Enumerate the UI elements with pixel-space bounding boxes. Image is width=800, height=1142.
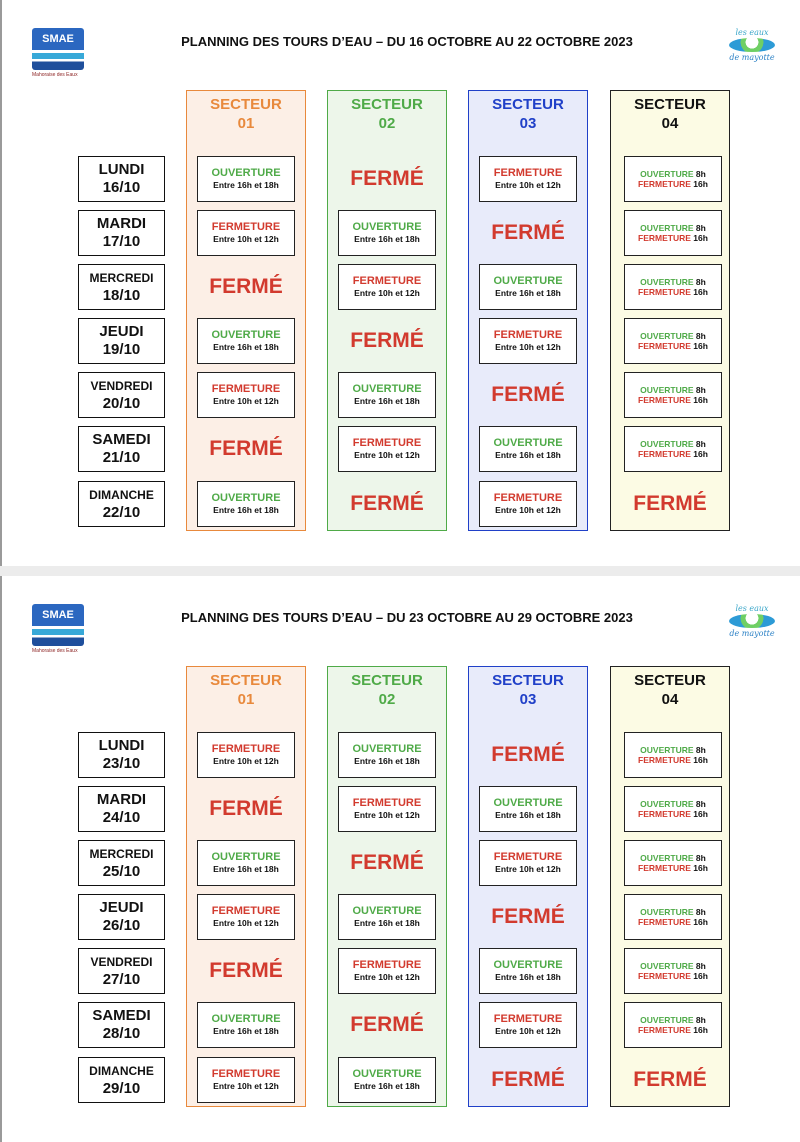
status-time-range: Entre 10h et 12h — [495, 505, 561, 515]
closing-label: FERMETURE — [638, 179, 691, 189]
status-closing — [338, 786, 436, 832]
status-opening — [338, 210, 436, 256]
status-closing — [197, 894, 295, 940]
status-kind: OUVERTURE — [211, 329, 281, 341]
opening-time — [625, 277, 721, 287]
status-closed: FERMÉ — [209, 959, 283, 982]
day-date: 28/10 — [102, 1025, 141, 1042]
status-kind: OUVERTURE — [211, 492, 281, 504]
closing-hour: 16h — [693, 1025, 708, 1035]
sector-label: SECTEUR — [492, 96, 564, 113]
status-time-range: Entre 10h et 12h — [495, 864, 561, 874]
status-kind: FERMETURE — [211, 383, 281, 395]
day-date: 24/10 — [102, 809, 141, 826]
day-name: DIMANCHE — [89, 488, 154, 502]
status-closing — [338, 948, 436, 994]
status-kind: OUVERTURE — [352, 743, 422, 755]
status-closed: FERMÉ — [491, 905, 565, 928]
opening-time — [625, 907, 721, 917]
status-time-range: Entre 16h et 18h — [213, 864, 279, 874]
day-date: 20/10 — [102, 395, 141, 412]
opening-time — [625, 223, 721, 233]
status-opening — [197, 1002, 295, 1048]
status-closing — [479, 840, 577, 886]
opening-label: OUVERTURE — [640, 439, 694, 449]
status-closing — [197, 210, 295, 256]
day-date: 21/10 — [102, 449, 141, 466]
closing-time — [625, 341, 721, 351]
sector-number: 02 — [378, 115, 396, 132]
closing-time — [625, 863, 721, 873]
status-closed: FERMÉ — [633, 1068, 707, 1091]
status-opening — [197, 840, 295, 886]
status-time-range: Entre 10h et 12h — [213, 918, 279, 928]
day-name: LUNDI — [98, 737, 145, 754]
status-open-close-hours — [624, 732, 722, 778]
day-name: MARDI — [96, 791, 147, 808]
day-name: MERCREDI — [89, 847, 154, 861]
status-opening — [338, 372, 436, 418]
sector-label: SECTEUR — [210, 672, 282, 689]
opening-time — [625, 331, 721, 341]
closing-hour: 16h — [693, 287, 708, 297]
status-closing — [479, 318, 577, 364]
closing-hour: 16h — [693, 809, 708, 819]
closing-hour: 16h — [693, 395, 708, 405]
status-kind: FERMETURE — [352, 437, 422, 449]
status-time-range: Entre 16h et 18h — [495, 810, 561, 820]
day-name: VENDREDI — [90, 379, 153, 393]
status-closed: FERMÉ — [350, 492, 424, 515]
eaux-de-mayotte-logo — [724, 604, 780, 638]
status-kind: FERMETURE — [211, 743, 281, 755]
status-time-range: Entre 16h et 18h — [495, 288, 561, 298]
logo2-bottom-text: de mayotte — [729, 629, 775, 638]
opening-label: OUVERTURE — [640, 277, 694, 287]
status-kind: FERMETURE — [493, 1013, 563, 1025]
day-name: SAMEDI — [92, 1007, 151, 1024]
status-opening — [479, 786, 577, 832]
day-date: 27/10 — [102, 971, 141, 988]
day-label — [78, 894, 165, 940]
status-opening — [479, 264, 577, 310]
status-closed: FERMÉ — [350, 851, 424, 874]
status-opening — [197, 156, 295, 202]
day-date: 18/10 — [102, 287, 141, 304]
day-date: 17/10 — [102, 233, 141, 250]
status-kind: OUVERTURE — [493, 437, 563, 449]
status-closed: FERMÉ — [209, 797, 283, 820]
status-kind: FERMETURE — [211, 1068, 281, 1080]
closing-time — [625, 809, 721, 819]
status-kind: OUVERTURE — [211, 851, 281, 863]
status-kind: FERMETURE — [211, 221, 281, 233]
day-label — [78, 786, 165, 832]
smae-logo-mark: SMAE — [32, 604, 84, 646]
opening-hour: 8h — [695, 277, 706, 287]
opening-label: OUVERTURE — [640, 745, 694, 755]
status-closed: FERMÉ — [350, 167, 424, 190]
opening-label: OUVERTURE — [640, 853, 694, 863]
day-label — [78, 1057, 165, 1103]
day-label — [78, 372, 165, 418]
closing-time — [625, 971, 721, 981]
opening-time — [625, 439, 721, 449]
sector-number: 01 — [237, 115, 255, 132]
closing-label: FERMETURE — [638, 341, 691, 351]
day-label — [78, 1002, 165, 1048]
status-time-range: Entre 16h et 18h — [354, 396, 420, 406]
status-closing — [338, 264, 436, 310]
eaux-de-mayotte-logo — [724, 28, 780, 62]
opening-time — [625, 385, 721, 395]
closing-hour: 16h — [693, 863, 708, 873]
day-label — [78, 948, 165, 994]
status-kind: OUVERTURE — [493, 959, 563, 971]
status-time-range: Entre 16h et 18h — [495, 972, 561, 982]
status-time-range: Entre 16h et 18h — [354, 234, 420, 244]
logo2-top-text: les eaux — [735, 28, 769, 37]
status-time-range: Entre 16h et 18h — [354, 918, 420, 928]
status-kind: FERMETURE — [493, 492, 563, 504]
sector-label: SECTEUR — [351, 672, 423, 689]
page-title: PLANNING DES TOURS D’EAU – DU 16 OCTOBRE AU 22 OCTOBRE 2023 — [181, 34, 633, 49]
day-date: 29/10 — [102, 1080, 141, 1097]
opening-hour: 8h — [695, 853, 706, 863]
closing-hour: 16h — [693, 917, 708, 927]
day-name: SAMEDI — [92, 431, 151, 448]
status-kind: OUVERTURE — [493, 797, 563, 809]
sector-number: 04 — [661, 691, 679, 708]
status-kind: FERMETURE — [352, 959, 422, 971]
status-kind: FERMETURE — [352, 797, 422, 809]
status-closed: FERMÉ — [350, 329, 424, 352]
sector-number: 04 — [661, 115, 679, 132]
status-time-range: Entre 10h et 12h — [213, 1081, 279, 1091]
opening-time — [625, 961, 721, 971]
day-date: 19/10 — [102, 341, 141, 358]
status-open-close-hours — [624, 840, 722, 886]
status-kind: OUVERTURE — [352, 1068, 422, 1080]
opening-time — [625, 853, 721, 863]
closing-label: FERMETURE — [638, 863, 691, 873]
status-open-close-hours — [624, 264, 722, 310]
day-name: MERCREDI — [89, 271, 154, 285]
status-open-close-hours — [624, 948, 722, 994]
opening-hour: 8h — [695, 331, 706, 341]
status-time-range: Entre 16h et 18h — [213, 180, 279, 190]
status-open-close-hours — [624, 372, 722, 418]
status-closing — [479, 481, 577, 527]
status-open-close-hours — [624, 1002, 722, 1048]
closing-hour: 16h — [693, 971, 708, 981]
day-label — [78, 318, 165, 364]
closing-time — [625, 1025, 721, 1035]
sector-number: 02 — [378, 691, 396, 708]
status-time-range: Entre 10h et 12h — [213, 234, 279, 244]
smae-logo-mark: SMAE — [32, 28, 84, 70]
status-closed: FERMÉ — [350, 1013, 424, 1036]
status-kind: OUVERTURE — [352, 383, 422, 395]
wave-icon — [729, 614, 775, 628]
smae-logo-subtitle: Mahoraise des Eaux — [32, 648, 78, 654]
closing-time — [625, 449, 721, 459]
status-time-range: Entre 10h et 12h — [354, 972, 420, 982]
day-date: 22/10 — [102, 504, 141, 521]
day-name: VENDREDI — [90, 955, 153, 969]
logo2-bottom-text: de mayotte — [729, 53, 775, 62]
closing-hour: 16h — [693, 179, 708, 189]
sector-number: 03 — [519, 691, 537, 708]
opening-label: OUVERTURE — [640, 799, 694, 809]
closing-label: FERMETURE — [638, 1025, 691, 1035]
status-time-range: Entre 16h et 18h — [213, 342, 279, 352]
closing-label: FERMETURE — [638, 971, 691, 981]
day-label — [78, 264, 165, 310]
opening-time — [625, 169, 721, 179]
status-open-close-hours — [624, 210, 722, 256]
sector-number: 03 — [519, 115, 537, 132]
status-kind: OUVERTURE — [211, 167, 281, 179]
status-closed: FERMÉ — [209, 275, 283, 298]
status-time-range: Entre 10h et 12h — [354, 810, 420, 820]
status-time-range: Entre 10h et 12h — [213, 756, 279, 766]
day-name: LUNDI — [98, 161, 145, 178]
status-kind: FERMETURE — [493, 851, 563, 863]
opening-hour: 8h — [695, 223, 706, 233]
day-label — [78, 840, 165, 886]
opening-label: OUVERTURE — [640, 1015, 694, 1025]
opening-time — [625, 799, 721, 809]
opening-hour: 8h — [695, 385, 706, 395]
closing-hour: 16h — [693, 233, 708, 243]
opening-hour: 8h — [695, 169, 706, 179]
week-page-1 — [0, 0, 800, 566]
day-label — [78, 210, 165, 256]
opening-label: OUVERTURE — [640, 223, 694, 233]
closing-label: FERMETURE — [638, 917, 691, 927]
day-label — [78, 732, 165, 778]
status-time-range: Entre 16h et 18h — [354, 1081, 420, 1091]
status-closing — [479, 156, 577, 202]
status-opening — [479, 948, 577, 994]
sector-label: SECTEUR — [492, 672, 564, 689]
status-time-range: Entre 16h et 18h — [213, 1026, 279, 1036]
status-kind: FERMETURE — [352, 275, 422, 287]
opening-label: OUVERTURE — [640, 385, 694, 395]
status-time-range: Entre 16h et 18h — [213, 505, 279, 515]
status-closing — [338, 426, 436, 472]
status-kind: FERMETURE — [493, 329, 563, 341]
status-closing — [197, 1057, 295, 1103]
status-closed: FERMÉ — [491, 221, 565, 244]
status-open-close-hours — [624, 426, 722, 472]
closing-hour: 16h — [693, 341, 708, 351]
opening-hour: 8h — [695, 907, 706, 917]
status-open-close-hours — [624, 318, 722, 364]
status-time-range: Entre 10h et 12h — [495, 342, 561, 352]
day-name: DIMANCHE — [89, 1064, 154, 1078]
status-open-close-hours — [624, 786, 722, 832]
day-label — [78, 426, 165, 472]
sector-label: SECTEUR — [351, 96, 423, 113]
day-date: 16/10 — [102, 179, 141, 196]
day-date: 26/10 — [102, 917, 141, 934]
status-kind: OUVERTURE — [352, 221, 422, 233]
wave-icon — [729, 38, 775, 52]
week-page-2 — [0, 576, 800, 1142]
opening-label: OUVERTURE — [640, 169, 694, 179]
status-closed: FERMÉ — [491, 383, 565, 406]
status-kind: FERMETURE — [211, 905, 281, 917]
opening-hour: 8h — [695, 1015, 706, 1025]
closing-time — [625, 755, 721, 765]
status-open-close-hours — [624, 156, 722, 202]
sector-label: SECTEUR — [634, 96, 706, 113]
day-name: JEUDI — [99, 323, 144, 340]
status-time-range: Entre 10h et 12h — [213, 396, 279, 406]
status-closed: FERMÉ — [633, 492, 707, 515]
day-label — [78, 156, 165, 202]
opening-label: OUVERTURE — [640, 961, 694, 971]
status-closing — [479, 1002, 577, 1048]
status-opening — [338, 1057, 436, 1103]
closing-label: FERMETURE — [638, 449, 691, 459]
opening-time — [625, 1015, 721, 1025]
smae-logo — [32, 604, 88, 654]
closing-time — [625, 917, 721, 927]
status-closed: FERMÉ — [491, 743, 565, 766]
day-date: 25/10 — [102, 863, 141, 880]
status-closing — [197, 372, 295, 418]
status-time-range: Entre 10h et 12h — [495, 1026, 561, 1036]
closing-label: FERMETURE — [638, 755, 691, 765]
opening-time — [625, 745, 721, 755]
closing-label: FERMETURE — [638, 809, 691, 819]
logo2-top-text: les eaux — [735, 604, 769, 613]
status-time-range: Entre 10h et 12h — [354, 450, 420, 460]
status-open-close-hours — [624, 894, 722, 940]
day-date: 23/10 — [102, 755, 141, 772]
day-name: MARDI — [96, 215, 147, 232]
closing-time — [625, 287, 721, 297]
status-time-range: Entre 10h et 12h — [495, 180, 561, 190]
status-kind: OUVERTURE — [211, 1013, 281, 1025]
status-time-range: Entre 16h et 18h — [354, 756, 420, 766]
smae-logo — [32, 28, 88, 78]
closing-label: FERMETURE — [638, 395, 691, 405]
opening-hour: 8h — [695, 799, 706, 809]
closing-time — [625, 395, 721, 405]
closing-hour: 16h — [693, 449, 708, 459]
status-opening — [338, 732, 436, 778]
status-time-range: Entre 16h et 18h — [495, 450, 561, 460]
page-title: PLANNING DES TOURS D’EAU – DU 23 OCTOBRE AU 29 OCTOBRE 2023 — [181, 610, 633, 625]
status-opening — [197, 318, 295, 364]
status-closed: FERMÉ — [491, 1068, 565, 1091]
closing-time — [625, 233, 721, 243]
smae-logo-subtitle: Mahoraise des Eaux — [32, 72, 78, 78]
status-opening — [197, 481, 295, 527]
sector-number: 01 — [237, 691, 255, 708]
opening-hour: 8h — [695, 961, 706, 971]
status-closing — [197, 732, 295, 778]
opening-hour: 8h — [695, 439, 706, 449]
opening-label: OUVERTURE — [640, 907, 694, 917]
status-closed: FERMÉ — [209, 437, 283, 460]
closing-time — [625, 179, 721, 189]
sector-label: SECTEUR — [210, 96, 282, 113]
opening-label: OUVERTURE — [640, 331, 694, 341]
status-time-range: Entre 10h et 12h — [354, 288, 420, 298]
status-opening — [479, 426, 577, 472]
sector-label: SECTEUR — [634, 672, 706, 689]
closing-hour: 16h — [693, 755, 708, 765]
day-name: JEUDI — [99, 899, 144, 916]
status-opening — [338, 894, 436, 940]
closing-label: FERMETURE — [638, 233, 691, 243]
day-label — [78, 481, 165, 527]
opening-hour: 8h — [695, 745, 706, 755]
closing-label: FERMETURE — [638, 287, 691, 297]
status-kind: FERMETURE — [493, 167, 563, 179]
status-kind: OUVERTURE — [352, 905, 422, 917]
status-kind: OUVERTURE — [493, 275, 563, 287]
